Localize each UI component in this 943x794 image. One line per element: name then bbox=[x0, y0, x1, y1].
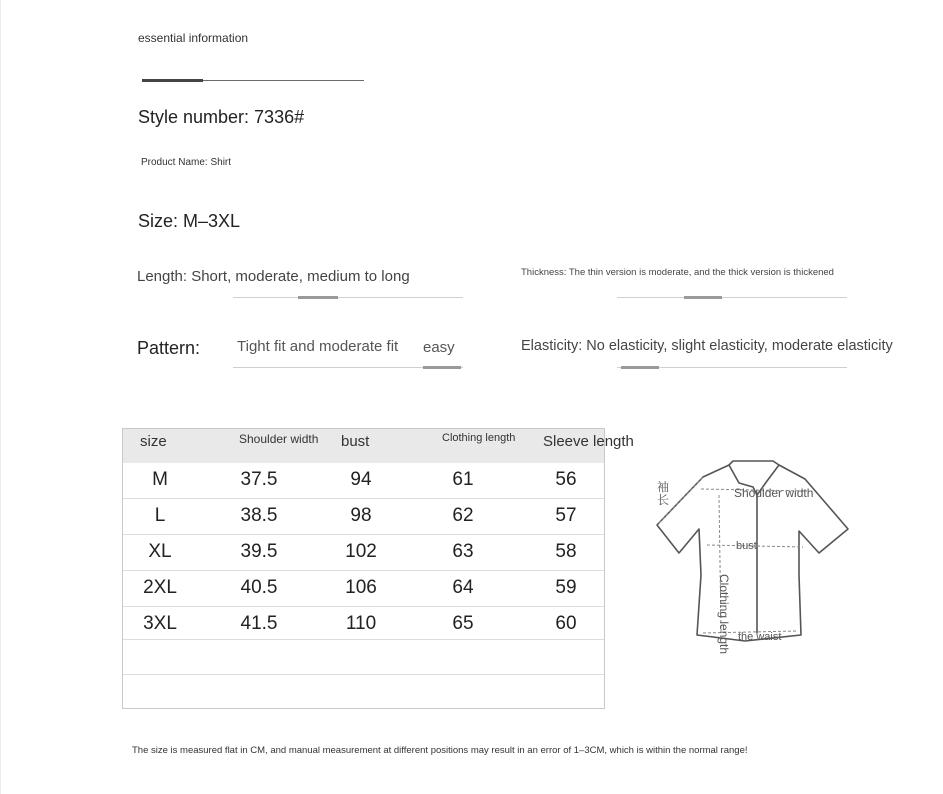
header-clothing-length: Clothing length bbox=[442, 432, 516, 444]
length-scale-track bbox=[233, 297, 463, 298]
pattern-label: Pattern: bbox=[137, 338, 201, 358]
cell-size: 2XL bbox=[143, 577, 177, 598]
measurement-note: The size is measured flat in CM, and manual measurement at different positions may result in an error of 1–3CM, which is within the normal range! bbox=[132, 745, 748, 756]
thickness-attribute: Thickness: The thin version is moderate, and the thick version is thickened bbox=[521, 267, 834, 278]
measurement-lines bbox=[659, 477, 807, 633]
waist-label: the waist bbox=[738, 631, 782, 643]
cell-shoulder-width: 39.5 bbox=[240, 541, 278, 562]
cell-shoulder-width: 37.5 bbox=[240, 469, 278, 490]
cell-shoulder-width: 38.5 bbox=[240, 505, 278, 526]
header-bust: bust bbox=[341, 433, 370, 450]
pattern-scale-marker bbox=[423, 366, 461, 369]
cell-sleeve-length: 59 bbox=[555, 577, 577, 598]
row-divider bbox=[123, 534, 604, 535]
cell-sleeve-length: 57 bbox=[555, 505, 577, 526]
title-underline-accent bbox=[142, 79, 203, 82]
cell-clothing-length: 64 bbox=[452, 577, 474, 598]
cell-bust: 110 bbox=[345, 613, 377, 634]
sleeve-length-label: 袖长 bbox=[657, 480, 670, 507]
cell-size: 3XL bbox=[143, 613, 177, 634]
length-attribute: Length: Short, moderate, medium to long bbox=[137, 268, 410, 285]
row-divider bbox=[123, 674, 604, 675]
shoulder-width-label: Shoulder width bbox=[734, 486, 814, 500]
cell-clothing-length: 65 bbox=[452, 613, 474, 634]
cell-size: XL bbox=[148, 541, 172, 562]
header-shoulder-width: Shoulder width bbox=[239, 432, 319, 446]
cell-clothing-length: 62 bbox=[452, 505, 474, 526]
cell-sleeve-length: 56 bbox=[555, 469, 577, 490]
cell-bust: 102 bbox=[345, 541, 377, 562]
cell-bust: 94 bbox=[350, 469, 372, 490]
bust-label: bust bbox=[736, 540, 757, 552]
cell-bust: 106 bbox=[345, 577, 377, 598]
thickness-scale-marker bbox=[684, 296, 722, 299]
header-size: size bbox=[140, 433, 167, 450]
thickness-scale-track bbox=[617, 297, 847, 298]
cell-bust: 98 bbox=[350, 505, 372, 526]
header-sleeve-length: Sleeve length bbox=[543, 433, 634, 450]
pattern-options: Tight fit and moderate fit bbox=[237, 338, 399, 355]
length-scale-marker bbox=[298, 296, 338, 299]
cell-clothing-length: 63 bbox=[452, 541, 474, 562]
clothing-length-label: Clothing length bbox=[717, 574, 731, 655]
style-number: Style number: 7336# bbox=[138, 107, 305, 127]
cell-size: M bbox=[152, 469, 168, 490]
product-name: Product Name: Shirt bbox=[141, 157, 232, 168]
row-divider bbox=[123, 606, 604, 607]
elasticity-attribute: Elasticity: No elasticity, slight elasticity, moderate elasticity bbox=[521, 338, 893, 354]
cell-sleeve-length: 60 bbox=[555, 613, 577, 634]
row-divider bbox=[123, 498, 604, 499]
row-divider bbox=[123, 639, 604, 640]
pattern-option-easy: easy bbox=[423, 339, 455, 356]
elasticity-scale-marker bbox=[621, 366, 659, 369]
cell-sleeve-length: 58 bbox=[555, 541, 577, 562]
cell-shoulder-width: 41.5 bbox=[240, 613, 278, 634]
cell-clothing-length: 61 bbox=[452, 469, 474, 490]
section-title: essential information bbox=[138, 31, 249, 45]
row-divider bbox=[123, 570, 604, 571]
cell-size: L bbox=[154, 505, 166, 526]
cell-shoulder-width: 40.5 bbox=[240, 577, 278, 598]
size-range: Size: M–3XL bbox=[138, 211, 241, 231]
